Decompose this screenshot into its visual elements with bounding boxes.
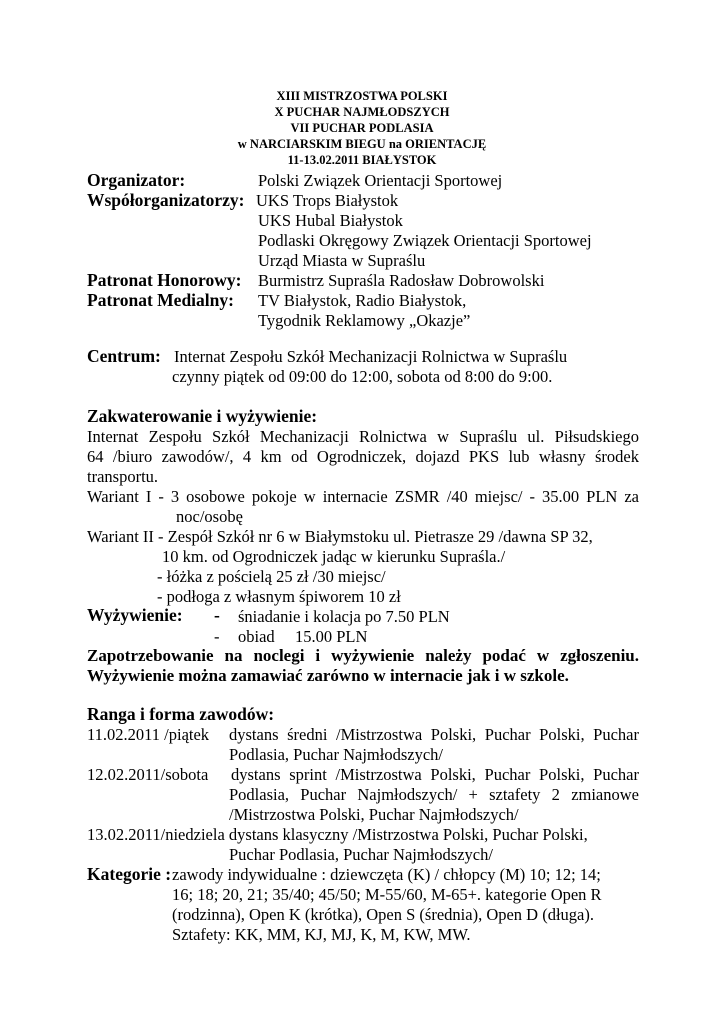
centre-line-1: Internat Zespołu Szkół Mechanizacji Rolnictwa w Supraślu [174,347,568,366]
day-2-line-3: /Mistrzostwa Polski, Puchar Najmłodszych/ [229,805,519,824]
organizer-label: Organizator: [87,170,186,190]
categories-label: Kategorie : [87,864,172,884]
day-2-line-1: dystans sprint /Mistrzostwa Polski, Puchar Polski, Puchar [231,765,639,784]
ranks-title: Ranga i forma zawodów: [87,704,275,724]
title-line-1: XIII MISTRZOSTWA POLSKI [276,89,448,103]
centre-label: Centrum: [87,346,161,366]
accommodation-para-line-3: transportu. [87,467,159,486]
day-2-date: 12.02.2011/sobota [87,765,209,784]
variant-2-line-2: 10 km. od Ogrodniczek jadąc w kierunku Supraśla./ [162,547,506,566]
co-organizer-4: Urząd Miasta w Supraślu [258,251,426,270]
food-breakfast-dinner: śniadanie i kolacja po 7.50 PLN [238,607,450,626]
honorary-patron-value: Burmistrz Supraśla Radosław Dobrowolski [258,271,545,290]
day-1-date: 11.02.2011 /piątek [87,725,210,744]
media-patron-value-2: Tygodnik Reklamowy „Okazje” [258,311,471,330]
honorary-patron-label: Patronat Honorowy: [87,270,242,290]
day-3-line-1: 13.02.2011/niedziela dystans klasyczny /Mistrzostwa Polski, Puchar Polski, [87,825,588,844]
order-note-line-1: Zapotrzebowanie na noclegi i wyżywienie należy podać w zgłoszeniu. [87,646,639,665]
co-organizer-1: UKS Trops Białystok [256,191,399,210]
accommodation-title: Zakwaterowanie i wyżywienie: [87,406,318,426]
co-organizer-2: UKS Hubal Białystok [258,211,403,230]
variant-2-line-4: - podłoga z własnym śpiworem 10 zł [157,587,401,606]
co-organizers-label: Współorganizatorzy: [87,190,245,210]
categories-line-3: (rodzinna), Open K (krótka), Open S (średnia), Open D (długa). [172,905,594,924]
food-dash-2: - [214,627,220,646]
variant-2-line-3: - łóżka z pościelą 25 zł /30 miejsc/ [157,567,386,586]
food-lunch: obiad [238,627,275,646]
day-2-line-2: Podlasia, Puchar Najmłodszych/ + sztafety 2 zmianowe [229,785,639,804]
food-lunch-price: 15.00 PLN [295,627,368,646]
title-line-3: VII PUCHAR PODLASIA [290,121,434,135]
day-1-line-1: dystans średni /Mistrzostwa Polski, Puchar Polski, Puchar [229,725,639,744]
food-label: Wyżywienie: [87,605,183,625]
variant-1-line-1: Wariant I - 3 osobowe pokoje w internacie ZSMR /40 miejsc/ - 35.00 PLN za [87,487,639,506]
food-dash-1: - [214,605,220,625]
title-line-2: X PUCHAR NAJMŁODSZYCH [274,105,450,119]
media-patron-label: Patronat Medialny: [87,290,234,310]
categories-line-1: zawody indywidualne : dziewczęta (K) / chłopcy (M) 10; 12; 14; [172,865,601,884]
categories-line-4: Sztafety: KK, MM, KJ, MJ, K, M, KW, MW. [172,925,471,944]
centre-line-2: czynny piątek od 09:00 do 12:00, sobota od 8:00 do 9:00. [172,367,553,386]
title-line-5: 11-13.02.2011 BIAŁYSTOK [287,153,437,167]
title-line-4: w NARCIARSKIM BIEGU na ORIENTACJĘ [237,137,487,151]
categories-line-2: 16; 18; 20, 21; 35/40; 45/50; M-55/60, M-65+. kategorie Open R [172,885,602,904]
day-1-line-2: Podlasia, Puchar Najmłodszych/ [229,745,444,764]
co-organizer-3: Podlaski Okręgowy Związek Orientacji Sportowej [258,231,592,250]
media-patron-value-1: TV Białystok, Radio Białystok, [258,291,467,310]
accommodation-para-line-1: Internat Zespołu Szkół Mechanizacji Rolnictwa w Supraślu ul. Piłsudskiego [87,427,639,446]
day-3-line-2: Puchar Podlasia, Puchar Najmłodszych/ [229,845,493,864]
accommodation-para-line-2: 64 /biuro zawodów/, 4 km od Ogrodniczek, dojazd PKS lub własny środek [87,447,639,466]
order-note-line-2: Wyżywienie można zamawiać zarówno w internacie jak i w szkole. [87,666,569,685]
variant-1-line-2: noc/osobę [176,507,243,526]
variant-2-line-1: Wariant II - Zespół Szkół nr 6 w Białymstoku ul. Pietrasze 29 /dawna SP 32, [87,527,593,546]
organizer-value: Polski Związek Orientacji Sportowej [258,171,503,190]
